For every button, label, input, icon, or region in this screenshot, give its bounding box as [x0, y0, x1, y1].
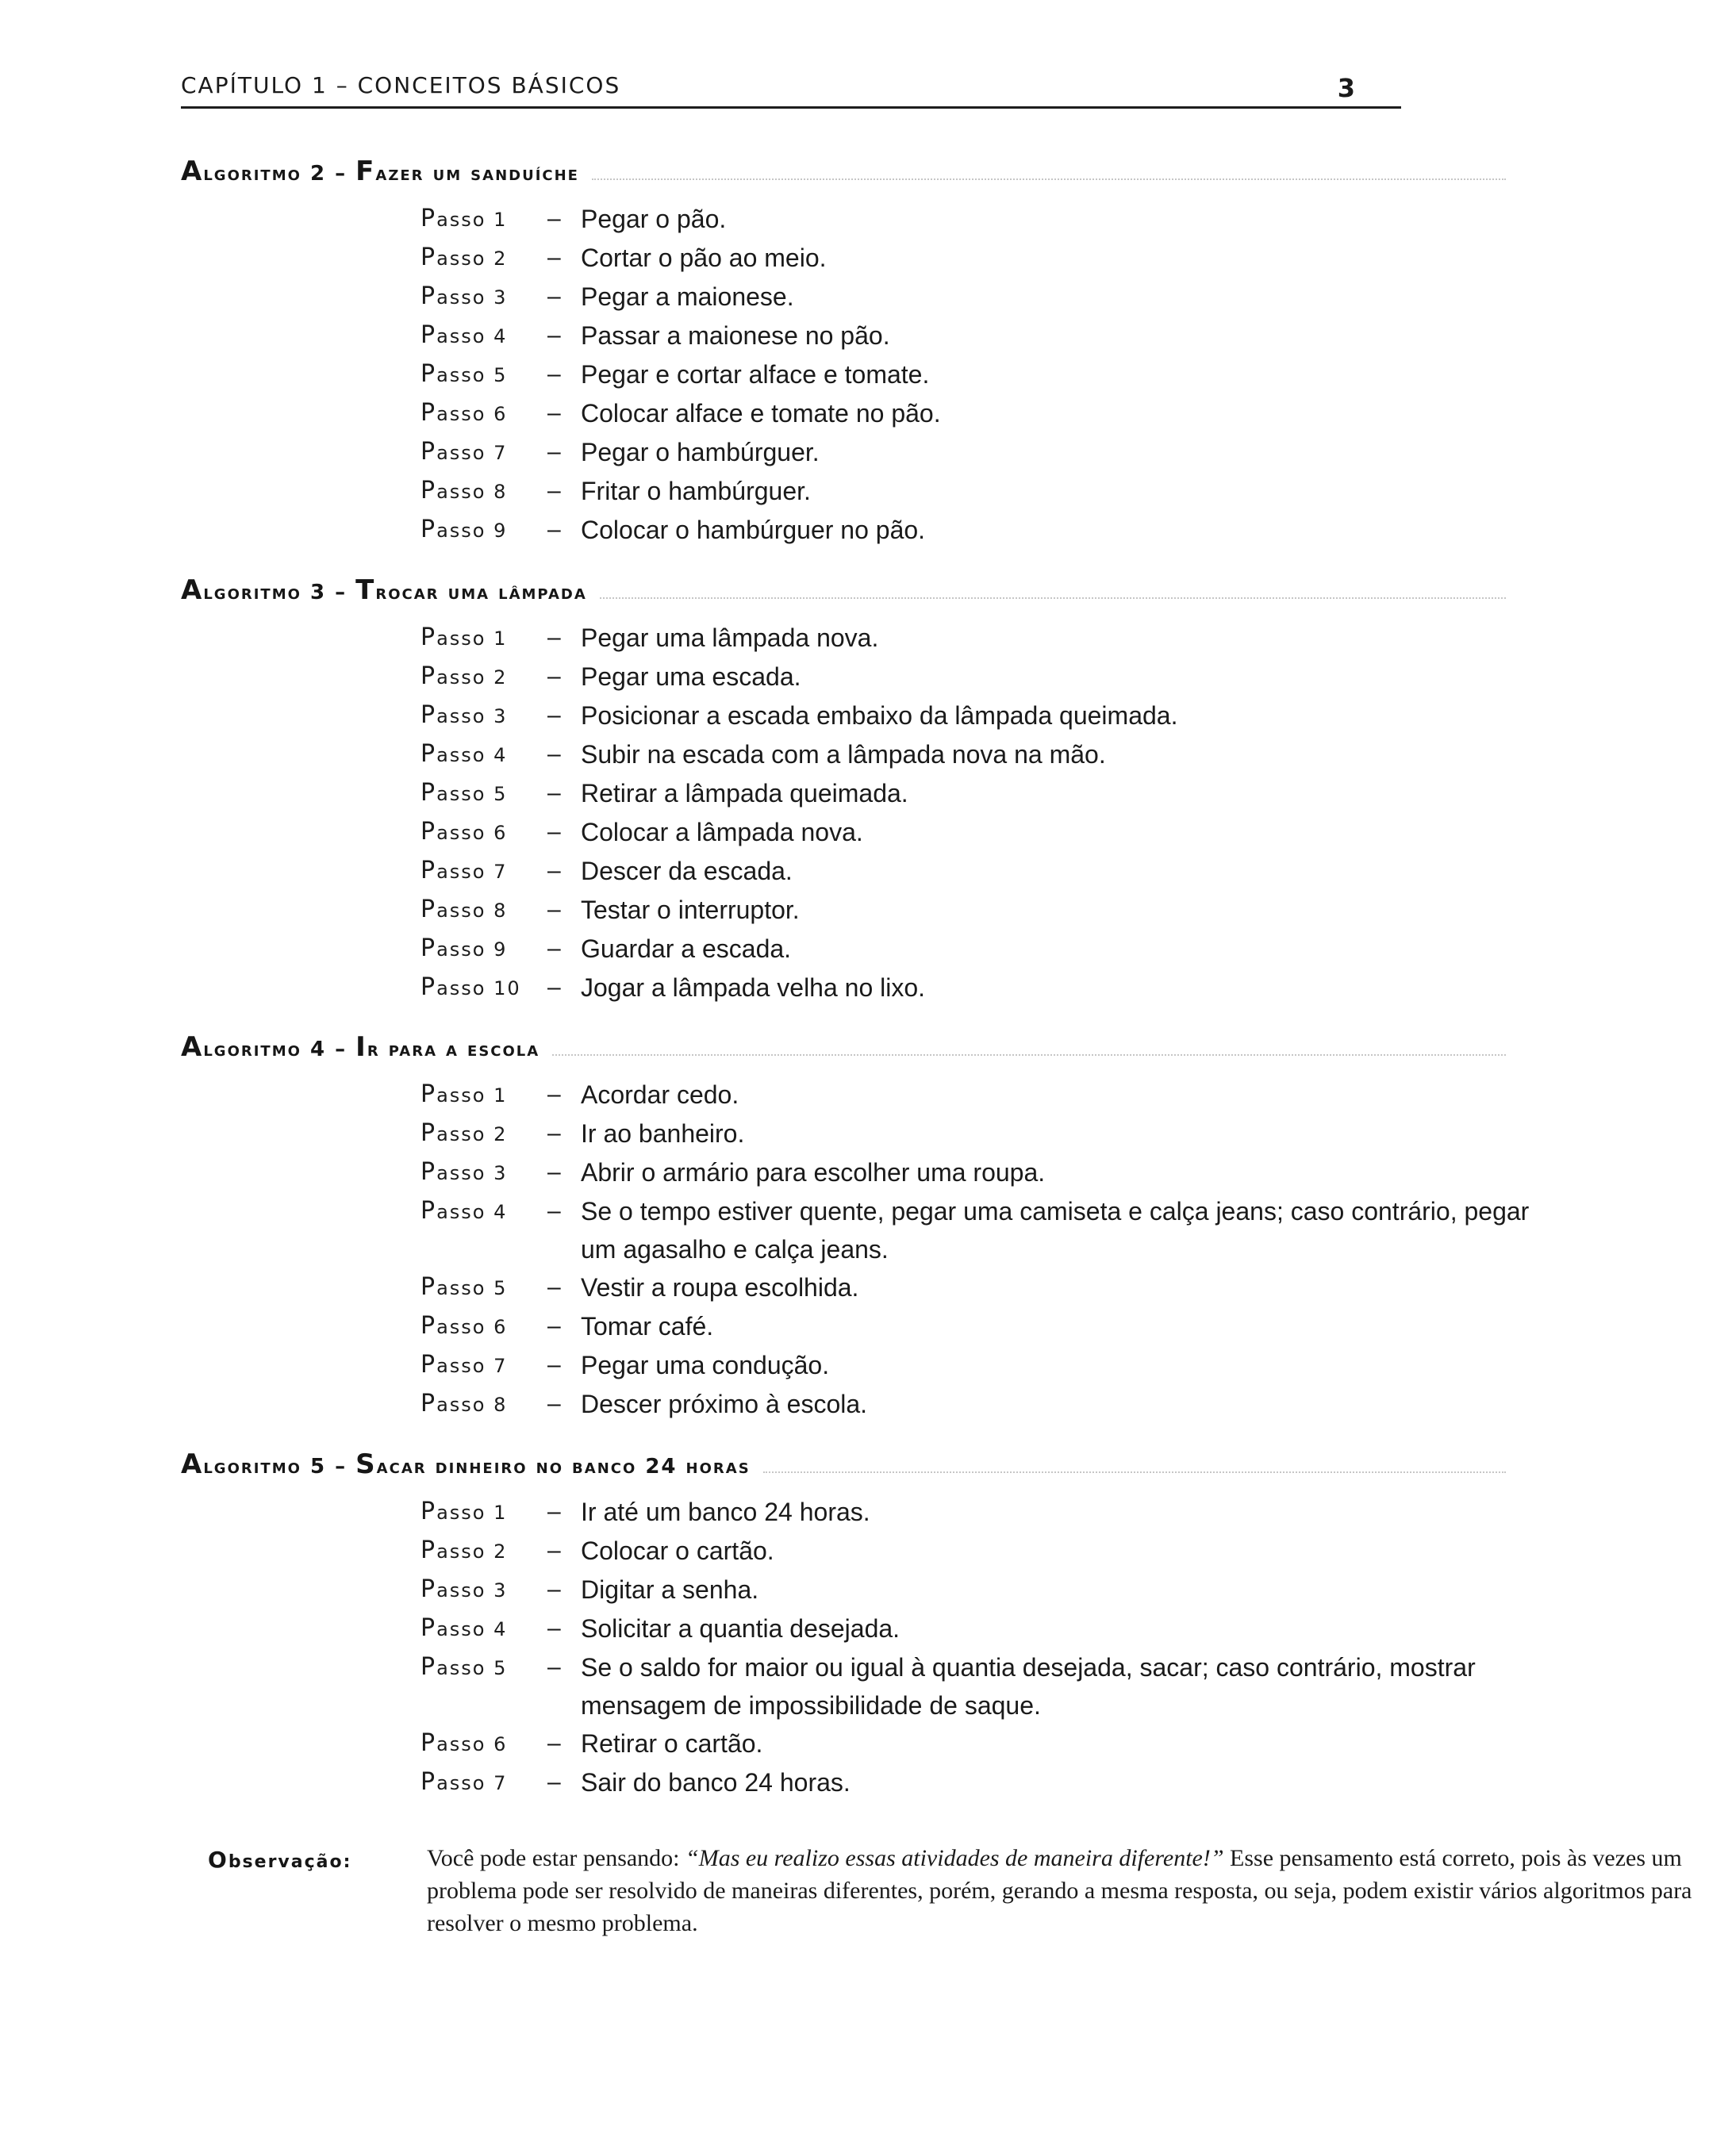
step-list: [420, 200, 1531, 550]
step-text: Pegar e cortar alface e tomate.: [581, 360, 930, 389]
step-item: [420, 1532, 1531, 1571]
step-number: 2: [493, 247, 508, 270]
heading-rule: [600, 597, 1506, 599]
step-label: Passo 8: [420, 896, 508, 923]
step-number: 9: [493, 520, 508, 542]
step-text: Pegar uma escada.: [581, 662, 801, 691]
step-dash: –: [547, 361, 561, 387]
step-number: 1: [493, 1502, 508, 1524]
step-text: Solicitar a quantia desejada.: [581, 1614, 900, 1643]
step-text: Retirar o cartão.: [581, 1729, 763, 1758]
step-label: Passo 2: [420, 1119, 508, 1147]
step-dash: –: [547, 1081, 561, 1107]
step-dash: –: [547, 1769, 561, 1795]
step-dash: –: [547, 1313, 561, 1339]
step-text: Posicionar a escada embaixo da lâmpada queimada.: [581, 701, 1178, 730]
step-number: 7: [493, 861, 508, 883]
step-dash: –: [547, 322, 561, 348]
step-label: Passo 7: [420, 857, 508, 884]
step-text: Testar o interruptor.: [581, 896, 800, 924]
step-label: Passo 8: [420, 1390, 508, 1418]
step-number: 8: [493, 900, 508, 922]
step-text: Se o saldo for maior ou igual à quantia desejada, sacar; caso contrário, mostrar mensagem de impossibilidade de saque.: [581, 1653, 1476, 1720]
step-item: [420, 394, 1531, 433]
step-dash: –: [547, 1615, 561, 1641]
step-text: Subir na escada com a lâmpada nova na mão.: [581, 740, 1106, 769]
section-title: Algoritmo 2 – Fazer um sanduíche: [181, 155, 579, 187]
step-dash: –: [547, 935, 561, 961]
section-title: Algoritmo 5 – Sacar dinheiro no banco 24 horas: [181, 1448, 751, 1480]
step-number: 5: [493, 1277, 508, 1299]
step-number: 4: [493, 744, 508, 766]
step-text: Se o tempo estiver quente, pegar uma camiseta e calça jeans; caso contrário, pegar um agasalho e calça jeans.: [581, 1197, 1530, 1264]
step-item: [420, 619, 1531, 658]
step-label: Passo 5: [420, 779, 508, 807]
step-list: [420, 619, 1531, 1007]
step-label: Passo 7: [420, 1351, 508, 1379]
step-text: Fritar o hambúrguer.: [581, 477, 811, 505]
step-text: Colocar alface e tomate no pão.: [581, 399, 941, 428]
step-item: [420, 200, 1531, 239]
step-dash: –: [547, 896, 561, 923]
step-text: Tomar café.: [581, 1312, 714, 1341]
step-number: 1: [493, 209, 508, 231]
section-title: Algoritmo 4 – Ir para a escola: [181, 1031, 540, 1063]
step-number: 5: [493, 364, 508, 386]
step-number: 7: [493, 1355, 508, 1377]
section-heading: [181, 151, 1506, 187]
heading-rule: [552, 1054, 1506, 1056]
step-dash: –: [547, 1391, 561, 1417]
step-dash: –: [547, 1654, 561, 1680]
step-item: [420, 278, 1531, 316]
step-dash: –: [547, 478, 561, 504]
step-text: Descer da escada.: [581, 857, 793, 885]
step-label: Passo 3: [420, 701, 508, 729]
step-text: Pegar uma condução.: [581, 1351, 830, 1379]
step-dash: –: [547, 1537, 561, 1563]
step-item: [420, 852, 1531, 891]
section-heading: [181, 570, 1506, 606]
step-text: Passar a maionese no pão.: [581, 321, 890, 350]
step-dash: –: [547, 663, 561, 689]
step-item: [420, 1307, 1531, 1346]
step-item: [420, 1346, 1531, 1385]
step-number: 7: [493, 1772, 508, 1794]
step-number: 6: [493, 403, 508, 425]
step-dash: –: [547, 1730, 561, 1756]
step-dash: –: [547, 1576, 561, 1602]
step-item: [420, 891, 1531, 930]
step-number: 2: [493, 1540, 508, 1563]
step-dash: –: [547, 283, 561, 309]
step-text: Ir até um banco 24 horas.: [581, 1498, 870, 1526]
step-label: Passo 5: [420, 1273, 508, 1301]
step-label: Passo 6: [420, 399, 508, 427]
step-number: 5: [493, 783, 508, 805]
step-dash: –: [547, 780, 561, 806]
step-item: [420, 1192, 1531, 1268]
step-label: Passo 9: [420, 516, 508, 543]
step-label: Passo 4: [420, 321, 508, 349]
step-label: Passo 5: [420, 1653, 508, 1681]
step-label: Passo 2: [420, 662, 508, 690]
step-item: [420, 1571, 1531, 1609]
step-text: Retirar a lâmpada queimada.: [581, 779, 908, 808]
step-text: Guardar a escada.: [581, 934, 792, 963]
step-text: Jogar a lâmpada velha no lixo.: [581, 973, 926, 1002]
step-item: [420, 1648, 1531, 1724]
step-list: [420, 1076, 1531, 1424]
step-number: 3: [493, 705, 508, 727]
step-text: Digitar a senha.: [581, 1575, 759, 1604]
step-item: [420, 969, 1531, 1007]
step-item: [420, 1076, 1531, 1114]
step-text: Colocar a lâmpada nova.: [581, 818, 863, 846]
step-number: 3: [493, 286, 508, 309]
step-item: [420, 1268, 1531, 1307]
step-label: Passo 7: [420, 1768, 508, 1796]
step-label: Passo 4: [420, 1614, 508, 1642]
step-text: Ir ao banheiro.: [581, 1119, 745, 1148]
step-label: Passo 1: [420, 623, 508, 651]
step-item: [420, 1114, 1531, 1153]
step-number: 6: [493, 1316, 508, 1338]
step-item: [420, 316, 1531, 355]
step-text: Colocar o cartão.: [581, 1536, 774, 1565]
step-label: Passo 4: [420, 1197, 508, 1225]
step-dash: –: [547, 702, 561, 728]
step-label: Passo 1: [420, 1498, 508, 1525]
step-dash: –: [547, 1198, 561, 1224]
step-number: 1: [493, 627, 508, 650]
heading-rule: [592, 178, 1506, 180]
chapter-title: CAPÍTULO 1 – CONCEITOS BÁSICOS: [181, 72, 621, 98]
heading-rule: [763, 1471, 1506, 1473]
step-item: [420, 658, 1531, 696]
step-number: 8: [493, 1394, 508, 1416]
step-dash: –: [547, 741, 561, 767]
step-dash: –: [547, 516, 561, 543]
step-label: Passo 2: [420, 1536, 508, 1564]
step-dash: –: [547, 857, 561, 884]
step-item: [420, 1493, 1531, 1532]
step-list: [420, 1493, 1531, 1802]
step-item: [420, 355, 1531, 394]
step-number: 4: [493, 325, 508, 347]
step-number: 9: [493, 938, 508, 961]
step-text: Acordar cedo.: [581, 1080, 739, 1109]
step-item: [420, 472, 1531, 511]
step-dash: –: [547, 439, 561, 465]
step-dash: –: [547, 244, 561, 270]
step-number: 7: [493, 442, 508, 464]
step-dash: –: [547, 1120, 561, 1146]
step-text: Abrir o armário para escolher uma roupa.: [581, 1158, 1046, 1187]
step-number: 1: [493, 1084, 508, 1107]
step-label: Passo 1: [420, 1080, 508, 1108]
step-number: 3: [493, 1579, 508, 1602]
step-dash: –: [547, 1159, 561, 1185]
step-text: Vestir a roupa escolhida.: [581, 1273, 859, 1302]
step-label: Passo 5: [420, 360, 508, 388]
step-label: Passo 3: [420, 1575, 508, 1603]
step-item: [420, 1724, 1531, 1763]
step-dash: –: [547, 1274, 561, 1300]
step-number: 4: [493, 1201, 508, 1223]
step-label: Passo 7: [420, 438, 508, 466]
step-text: Pegar o hambúrguer.: [581, 438, 820, 466]
step-dash: –: [547, 624, 561, 650]
section-title: Algoritmo 3 – Trocar uma lâmpada: [181, 574, 587, 606]
step-number: 4: [493, 1618, 508, 1640]
step-number: 6: [493, 822, 508, 844]
step-item: [420, 511, 1531, 550]
step-item: [420, 433, 1531, 472]
step-number: 8: [493, 481, 508, 503]
step-label: Passo 1: [420, 205, 508, 232]
step-label: Passo 6: [420, 1312, 508, 1340]
page-number: 3: [1337, 73, 1355, 103]
running-header: [181, 67, 1401, 109]
step-number: 3: [493, 1162, 508, 1184]
step-dash: –: [547, 205, 561, 232]
step-item: [420, 1763, 1531, 1802]
step-dash: –: [547, 974, 561, 1000]
step-number: 2: [493, 666, 508, 689]
step-label: Passo 10: [420, 973, 521, 1001]
step-label: Passo 6: [420, 1729, 508, 1757]
step-item: [420, 930, 1531, 969]
step-text: Colocar o hambúrguer no pão.: [581, 516, 926, 544]
step-label: Passo 3: [420, 282, 508, 310]
step-number: 5: [493, 1657, 508, 1679]
step-item: [420, 1153, 1531, 1192]
step-text: Pegar a maionese.: [581, 282, 794, 311]
step-item: [420, 1385, 1531, 1424]
step-item: [420, 813, 1531, 852]
step-number: 2: [493, 1123, 508, 1145]
step-item: [420, 696, 1531, 735]
step-number: 10: [493, 977, 521, 999]
step-label: Passo 6: [420, 818, 508, 846]
step-label: Passo 2: [420, 244, 508, 271]
step-label: Passo 4: [420, 740, 508, 768]
observation-text: Você pode estar pensando: “Mas eu realizo essas atividades de maneira diferente!” Esse pensamento está correto, pois às vezes um problema pode ser resolvido de maneiras diferentes, porém, gerando a mesma resposta, ou seja, podem existir vários algoritmos para resolver o mesmo problema.: [427, 1845, 1692, 1936]
step-dash: –: [547, 819, 561, 845]
step-dash: –: [547, 400, 561, 426]
section-heading: [181, 1444, 1506, 1480]
step-label: Passo 3: [420, 1158, 508, 1186]
step-text: Pegar uma lâmpada nova.: [581, 623, 879, 652]
step-item: [420, 735, 1531, 774]
step-text: Cortar o pão ao meio.: [581, 244, 827, 272]
step-label: Passo 8: [420, 477, 508, 504]
step-item: [420, 1609, 1531, 1648]
step-item: [420, 774, 1531, 813]
section-heading: [181, 1026, 1506, 1063]
step-dash: –: [547, 1498, 561, 1525]
step-number: 6: [493, 1733, 508, 1755]
step-dash: –: [547, 1352, 561, 1378]
observation-label: Observação:: [208, 1847, 352, 1873]
step-item: [420, 239, 1531, 278]
step-text: Sair do banco 24 horas.: [581, 1768, 851, 1797]
step-label: Passo 9: [420, 934, 508, 962]
step-text: Descer próximo à escola.: [581, 1390, 868, 1418]
step-text: Pegar o pão.: [581, 205, 727, 233]
